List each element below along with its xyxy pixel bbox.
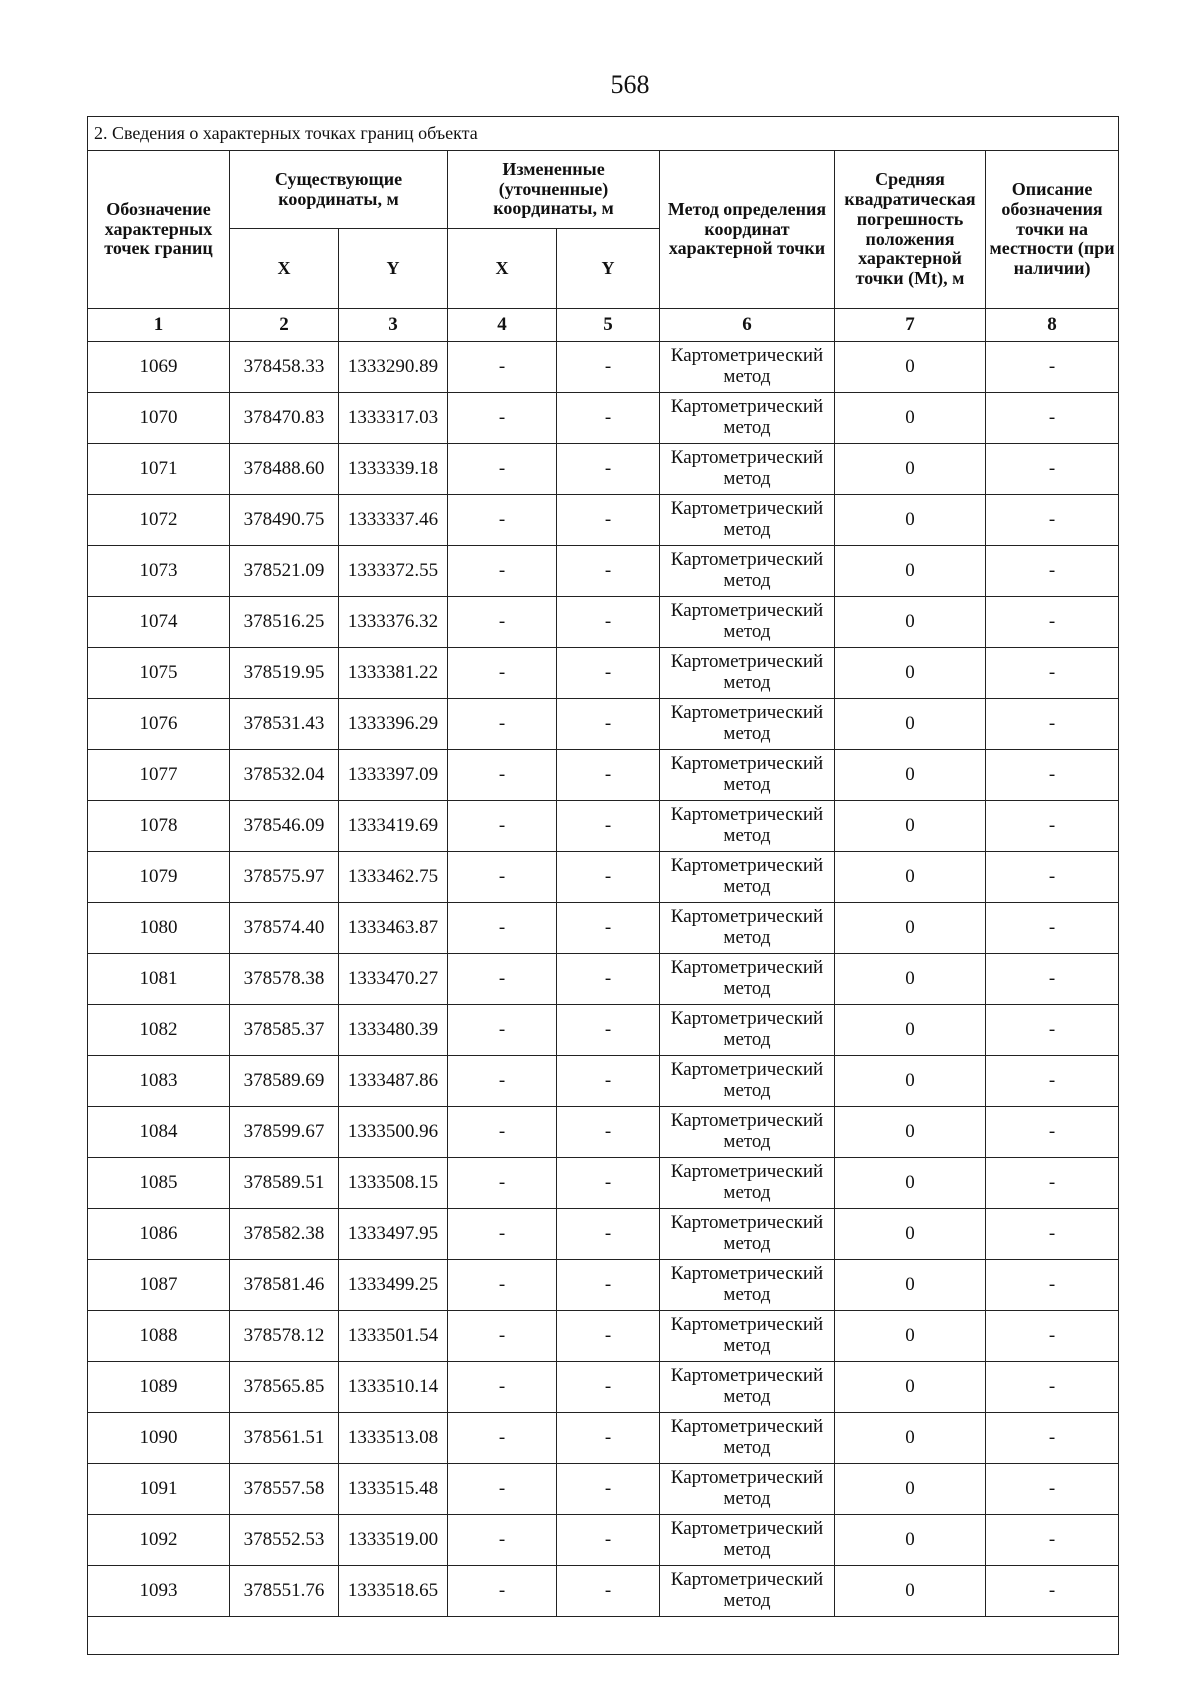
point-id-cell: 1073: [88, 546, 230, 597]
changed-y-cell: -: [557, 1311, 660, 1362]
existing-x-cell: 378531.43: [230, 699, 339, 750]
method-cell: Картометрический метод: [660, 1515, 835, 1566]
description-cell: -: [986, 1056, 1119, 1107]
changed-x-cell: -: [448, 1056, 557, 1107]
changed-x-cell: -: [448, 1311, 557, 1362]
existing-y-cell: 1333501.54: [339, 1311, 448, 1362]
empty-footer-cell: [88, 1617, 1119, 1655]
changed-y-cell: -: [557, 1056, 660, 1107]
description-cell: -: [986, 1464, 1119, 1515]
table-row: [88, 393, 1119, 444]
error-cell: 0: [835, 1515, 986, 1566]
method-cell: Картометрический метод: [660, 852, 835, 903]
table-row: [88, 444, 1119, 495]
error-cell: 0: [835, 1158, 986, 1209]
changed-x-cell: -: [448, 1107, 557, 1158]
existing-y-cell: 1333510.14: [339, 1362, 448, 1413]
method-cell: Картометрический метод: [660, 1209, 835, 1260]
col-number: 3: [339, 309, 448, 342]
changed-x-cell: -: [448, 342, 557, 393]
point-id-cell: 1091: [88, 1464, 230, 1515]
point-id-cell: 1089: [88, 1362, 230, 1413]
changed-x-cell: -: [448, 1005, 557, 1056]
header-method: Метод определения координат характерной точки: [660, 151, 835, 309]
error-cell: 0: [835, 342, 986, 393]
header-designation: Обозначение характерных точек границ: [88, 151, 230, 309]
point-id-cell: 1084: [88, 1107, 230, 1158]
section-title: 2. Сведения о характерных точках границ объекта: [88, 117, 1119, 151]
existing-x-cell: 378561.51: [230, 1413, 339, 1464]
table-row: [88, 546, 1119, 597]
existing-x-cell: 378599.67: [230, 1107, 339, 1158]
method-cell: Картометрический метод: [660, 1158, 835, 1209]
changed-y-cell: -: [557, 1515, 660, 1566]
existing-y-cell: 1333519.00: [339, 1515, 448, 1566]
changed-y-cell: -: [557, 1413, 660, 1464]
error-cell: 0: [835, 1311, 986, 1362]
existing-y-cell: 1333290.89: [339, 342, 448, 393]
point-id-cell: 1090: [88, 1413, 230, 1464]
table-row: [88, 1464, 1119, 1515]
existing-x-cell: 378490.75: [230, 495, 339, 546]
description-cell: -: [986, 801, 1119, 852]
col-number: 5: [557, 309, 660, 342]
changed-y-cell: -: [557, 393, 660, 444]
changed-y-cell: -: [557, 342, 660, 393]
changed-x-cell: -: [448, 1158, 557, 1209]
method-cell: Картометрический метод: [660, 1413, 835, 1464]
existing-x-cell: 378589.69: [230, 1056, 339, 1107]
description-cell: -: [986, 495, 1119, 546]
existing-x-cell: 378589.51: [230, 1158, 339, 1209]
table-row: [88, 1158, 1119, 1209]
changed-x-cell: -: [448, 1413, 557, 1464]
existing-y-cell: 1333317.03: [339, 393, 448, 444]
existing-y-cell: 1333499.25: [339, 1260, 448, 1311]
changed-x-cell: -: [448, 903, 557, 954]
description-cell: -: [986, 597, 1119, 648]
method-cell: Картометрический метод: [660, 903, 835, 954]
changed-y-cell: -: [557, 546, 660, 597]
col-number: 7: [835, 309, 986, 342]
existing-x-cell: 378519.95: [230, 648, 339, 699]
existing-x-cell: 378546.09: [230, 801, 339, 852]
point-id-cell: 1069: [88, 342, 230, 393]
existing-y-cell: 1333381.22: [339, 648, 448, 699]
error-cell: 0: [835, 1209, 986, 1260]
method-cell: Картометрический метод: [660, 750, 835, 801]
table-row: [88, 1056, 1119, 1107]
header-existing-x: X: [230, 229, 339, 309]
existing-y-cell: 1333337.46: [339, 495, 448, 546]
col-number: 4: [448, 309, 557, 342]
existing-x-cell: 378581.46: [230, 1260, 339, 1311]
changed-x-cell: -: [448, 1515, 557, 1566]
description-cell: -: [986, 1362, 1119, 1413]
error-cell: 0: [835, 1107, 986, 1158]
header-error: Средняя квадратическая погрешность положения характерной точки (Mt), м: [835, 151, 986, 309]
changed-x-cell: -: [448, 699, 557, 750]
description-cell: -: [986, 1158, 1119, 1209]
header-changed-x: X: [448, 229, 557, 309]
changed-y-cell: -: [557, 1158, 660, 1209]
point-id-cell: 1080: [88, 903, 230, 954]
description-cell: -: [986, 648, 1119, 699]
changed-x-cell: -: [448, 954, 557, 1005]
existing-x-cell: 378470.83: [230, 393, 339, 444]
changed-x-cell: -: [448, 1566, 557, 1617]
changed-x-cell: -: [448, 1362, 557, 1413]
existing-x-cell: 378458.33: [230, 342, 339, 393]
table-row: [88, 1515, 1119, 1566]
existing-y-cell: 1333397.09: [339, 750, 448, 801]
point-id-cell: 1071: [88, 444, 230, 495]
table-row: [88, 342, 1119, 393]
col-number: 1: [88, 309, 230, 342]
table-row: [88, 597, 1119, 648]
changed-x-cell: -: [448, 1209, 557, 1260]
header-description: Описание обозначения точки на местности (при наличии): [986, 151, 1119, 309]
error-cell: 0: [835, 546, 986, 597]
description-cell: -: [986, 1413, 1119, 1464]
description-cell: -: [986, 444, 1119, 495]
point-id-cell: 1093: [88, 1566, 230, 1617]
changed-y-cell: -: [557, 1260, 660, 1311]
error-cell: 0: [835, 1362, 986, 1413]
changed-x-cell: -: [448, 750, 557, 801]
existing-x-cell: 378516.25: [230, 597, 339, 648]
table-row: [88, 648, 1119, 699]
changed-x-cell: -: [448, 546, 557, 597]
table-row: [88, 495, 1119, 546]
changed-x-cell: -: [448, 444, 557, 495]
existing-y-cell: 1333480.39: [339, 1005, 448, 1056]
point-id-cell: 1076: [88, 699, 230, 750]
method-cell: Картометрический метод: [660, 1311, 835, 1362]
changed-x-cell: -: [448, 1260, 557, 1311]
point-id-cell: 1077: [88, 750, 230, 801]
col-number: 8: [986, 309, 1119, 342]
existing-x-cell: 378585.37: [230, 1005, 339, 1056]
changed-y-cell: -: [557, 852, 660, 903]
description-cell: -: [986, 1311, 1119, 1362]
method-cell: Картометрический метод: [660, 597, 835, 648]
description-cell: -: [986, 1260, 1119, 1311]
table-row: [88, 1107, 1119, 1158]
description-cell: -: [986, 342, 1119, 393]
existing-y-cell: 1333463.87: [339, 903, 448, 954]
method-cell: Картометрический метод: [660, 648, 835, 699]
method-cell: Картометрический метод: [660, 1566, 835, 1617]
existing-y-cell: 1333396.29: [339, 699, 448, 750]
table-row: [88, 852, 1119, 903]
point-id-cell: 1081: [88, 954, 230, 1005]
table-row: [88, 1413, 1119, 1464]
existing-x-cell: 378578.38: [230, 954, 339, 1005]
description-cell: -: [986, 1515, 1119, 1566]
changed-x-cell: -: [448, 801, 557, 852]
changed-x-cell: -: [448, 393, 557, 444]
existing-x-cell: 378565.85: [230, 1362, 339, 1413]
changed-x-cell: -: [448, 852, 557, 903]
description-cell: -: [986, 903, 1119, 954]
table-row: [88, 1260, 1119, 1311]
table-row: [88, 801, 1119, 852]
existing-y-cell: 1333508.15: [339, 1158, 448, 1209]
existing-y-cell: 1333518.65: [339, 1566, 448, 1617]
error-cell: 0: [835, 495, 986, 546]
changed-x-cell: -: [448, 495, 557, 546]
description-cell: -: [986, 954, 1119, 1005]
point-id-cell: 1083: [88, 1056, 230, 1107]
error-cell: 0: [835, 903, 986, 954]
description-cell: -: [986, 1107, 1119, 1158]
changed-y-cell: -: [557, 495, 660, 546]
error-cell: 0: [835, 648, 986, 699]
changed-x-cell: -: [448, 597, 557, 648]
existing-x-cell: 378552.53: [230, 1515, 339, 1566]
changed-y-cell: -: [557, 954, 660, 1005]
method-cell: Картометрический метод: [660, 546, 835, 597]
header-existing-y: Y: [339, 229, 448, 309]
table-row: [88, 1311, 1119, 1362]
error-cell: 0: [835, 393, 986, 444]
point-id-cell: 1088: [88, 1311, 230, 1362]
method-cell: Картометрический метод: [660, 1362, 835, 1413]
point-id-cell: 1087: [88, 1260, 230, 1311]
col-number: 2: [230, 309, 339, 342]
table-row: [88, 1362, 1119, 1413]
method-cell: Картометрический метод: [660, 1464, 835, 1515]
method-cell: Картометрический метод: [660, 444, 835, 495]
table-row: [88, 903, 1119, 954]
point-id-cell: 1074: [88, 597, 230, 648]
error-cell: 0: [835, 801, 986, 852]
error-cell: 0: [835, 1566, 986, 1617]
column-number-row: [88, 309, 1119, 342]
method-cell: Картометрический метод: [660, 1107, 835, 1158]
description-cell: -: [986, 546, 1119, 597]
changed-y-cell: -: [557, 801, 660, 852]
method-cell: Картометрический метод: [660, 495, 835, 546]
table-row: [88, 699, 1119, 750]
existing-y-cell: 1333500.96: [339, 1107, 448, 1158]
changed-y-cell: -: [557, 1362, 660, 1413]
method-cell: Картометрический метод: [660, 393, 835, 444]
existing-x-cell: 378557.58: [230, 1464, 339, 1515]
method-cell: Картометрический метод: [660, 699, 835, 750]
existing-x-cell: 378521.09: [230, 546, 339, 597]
existing-y-cell: 1333515.48: [339, 1464, 448, 1515]
method-cell: Картометрический метод: [660, 1005, 835, 1056]
col-number: 6: [660, 309, 835, 342]
existing-y-cell: 1333339.18: [339, 444, 448, 495]
table-body: [88, 342, 1119, 1617]
existing-x-cell: 378574.40: [230, 903, 339, 954]
table-row: [88, 1566, 1119, 1617]
header-existing-coords: Существующие координаты, м: [230, 151, 448, 229]
method-cell: Картометрический метод: [660, 1260, 835, 1311]
existing-y-cell: 1333376.32: [339, 597, 448, 648]
error-cell: 0: [835, 1260, 986, 1311]
point-id-cell: 1082: [88, 1005, 230, 1056]
method-cell: Картометрический метод: [660, 801, 835, 852]
description-cell: -: [986, 393, 1119, 444]
changed-y-cell: -: [557, 1464, 660, 1515]
existing-y-cell: 1333487.86: [339, 1056, 448, 1107]
error-cell: 0: [835, 852, 986, 903]
changed-y-cell: -: [557, 648, 660, 699]
method-cell: Картометрический метод: [660, 954, 835, 1005]
error-cell: 0: [835, 699, 986, 750]
error-cell: 0: [835, 444, 986, 495]
existing-y-cell: 1333462.75: [339, 852, 448, 903]
existing-x-cell: 378488.60: [230, 444, 339, 495]
existing-x-cell: 378575.97: [230, 852, 339, 903]
changed-y-cell: -: [557, 1209, 660, 1260]
point-id-cell: 1075: [88, 648, 230, 699]
description-cell: -: [986, 699, 1119, 750]
table-row: [88, 1209, 1119, 1260]
changed-y-cell: -: [557, 444, 660, 495]
description-cell: -: [986, 852, 1119, 903]
point-id-cell: 1070: [88, 393, 230, 444]
error-cell: 0: [835, 954, 986, 1005]
changed-y-cell: -: [557, 1005, 660, 1056]
existing-y-cell: 1333470.27: [339, 954, 448, 1005]
existing-y-cell: 1333513.08: [339, 1413, 448, 1464]
point-id-cell: 1085: [88, 1158, 230, 1209]
description-cell: -: [986, 750, 1119, 801]
error-cell: 0: [835, 1056, 986, 1107]
table-row: [88, 750, 1119, 801]
method-cell: Картометрический метод: [660, 342, 835, 393]
existing-y-cell: 1333497.95: [339, 1209, 448, 1260]
changed-y-cell: -: [557, 750, 660, 801]
table-row: [88, 1005, 1119, 1056]
boundary-points-table: [87, 116, 1119, 1655]
error-cell: 0: [835, 1413, 986, 1464]
changed-x-cell: -: [448, 648, 557, 699]
existing-y-cell: 1333419.69: [339, 801, 448, 852]
existing-x-cell: 378532.04: [230, 750, 339, 801]
page-number: 568: [610, 70, 650, 99]
existing-x-cell: 378582.38: [230, 1209, 339, 1260]
existing-x-cell: 378551.76: [230, 1566, 339, 1617]
error-cell: 0: [835, 1005, 986, 1056]
changed-x-cell: -: [448, 1464, 557, 1515]
point-id-cell: 1092: [88, 1515, 230, 1566]
method-cell: Картометрический метод: [660, 1056, 835, 1107]
table-row: [88, 954, 1119, 1005]
header-changed-coords: Измененные (уточненные) координаты, м: [448, 151, 660, 229]
changed-y-cell: -: [557, 1566, 660, 1617]
existing-x-cell: 378578.12: [230, 1311, 339, 1362]
description-cell: -: [986, 1005, 1119, 1056]
changed-y-cell: -: [557, 699, 660, 750]
changed-y-cell: -: [557, 597, 660, 648]
point-id-cell: 1078: [88, 801, 230, 852]
empty-footer-row: [88, 1617, 1119, 1655]
description-cell: -: [986, 1209, 1119, 1260]
description-cell: -: [986, 1566, 1119, 1617]
changed-y-cell: -: [557, 1107, 660, 1158]
point-id-cell: 1072: [88, 495, 230, 546]
point-id-cell: 1079: [88, 852, 230, 903]
changed-y-cell: -: [557, 903, 660, 954]
header-changed-y: Y: [557, 229, 660, 309]
point-id-cell: 1086: [88, 1209, 230, 1260]
error-cell: 0: [835, 1464, 986, 1515]
existing-y-cell: 1333372.55: [339, 546, 448, 597]
error-cell: 0: [835, 597, 986, 648]
error-cell: 0: [835, 750, 986, 801]
